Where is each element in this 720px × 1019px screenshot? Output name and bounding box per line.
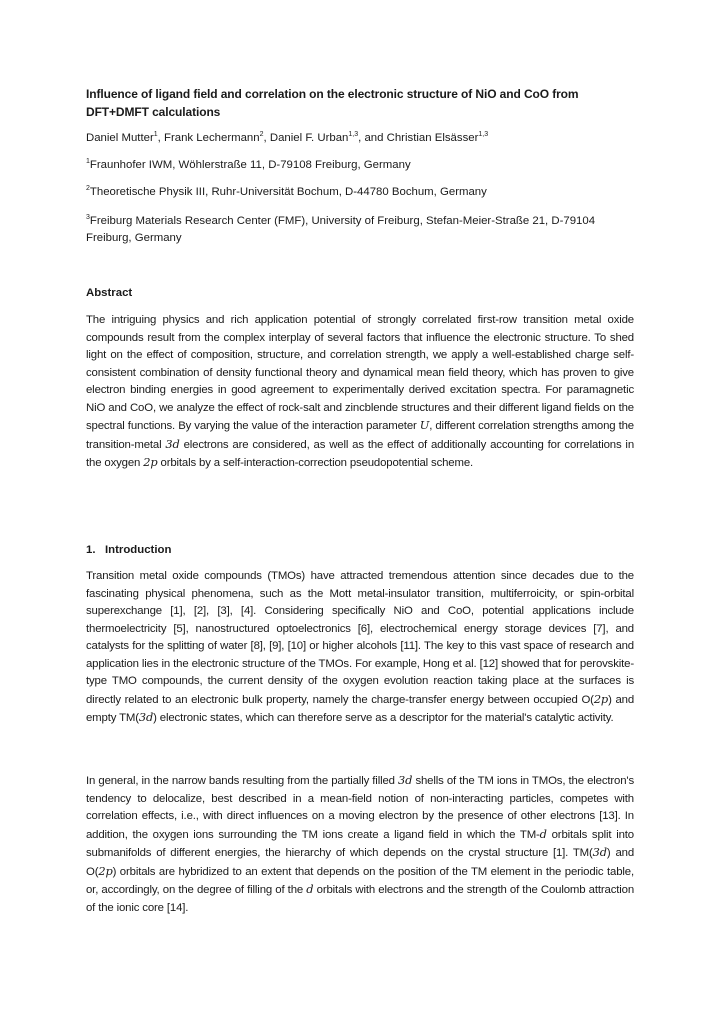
author-affiliation-mark: 1,3 — [478, 131, 489, 139]
author-affiliation-mark: 2 — [259, 131, 264, 139]
affiliation-text: Fraunhofer IWM, Wöhlerstraße 11, D-79108 Freiburg, Germany — [89, 159, 411, 171]
abstract-text — [86, 312, 634, 473]
math-symbol: 2p — [143, 455, 158, 469]
math-symbol: 3d — [138, 710, 154, 724]
affiliation — [86, 184, 634, 201]
author-separator: , — [263, 132, 270, 144]
author-affiliation-mark: 1,3 — [348, 131, 359, 139]
math-symbol: 2p — [593, 691, 609, 706]
affiliation-text: Theoretische Physik III, Ruhr-Universität Bochum, D-44780 Bochum, Germany — [89, 186, 487, 198]
section-heading — [86, 543, 634, 557]
affiliation-mark: 1 — [86, 158, 90, 166]
text-run: orbitals by a self-interaction-correction pseudopotential scheme. — [157, 457, 474, 469]
paragraph — [86, 568, 634, 728]
math-symbol: 3d — [165, 436, 180, 451]
affiliation-mark: 2 — [86, 185, 90, 193]
author-name: Frank Lechermann — [164, 132, 260, 144]
paper-title: Influence of ligand field and correlation on the electronic structure of NiO and CoO from DFT+DMFT calculations — [86, 87, 579, 119]
author-name: Christian Elsässer — [386, 132, 479, 144]
math-symbol: 2p — [98, 863, 113, 878]
affiliation-text: Freiburg Materials Research Center (FMF), University of Freiburg, Stefan-Meier-Straße 21, D-79104 Freiburg, Germany — [86, 215, 596, 244]
math-symbol: 3d — [398, 773, 413, 787]
text-run: Transition metal oxide compounds (TMOs) have attracted tremendous attention since decades due to the fascinating physical phenomena, such as the Mott metal-insulator transition, multiferroicity, or spin-orbital superexchange [1], [2], [3], [4]. Considering specifically NiO and CoO, potential applications include thermoelectricity [5], nanostructured optoelectronics [6], electrochemical energy storage devices [7], and catalysts for the splitting of water [8], [9], [10] or higher alcohols [11]. The key to this vast space of research and application lies in the electronic structure of the TMOs. For example, Hong et al. [12] showed that for perovskite-type TMO compounds, the current density of the oxygen evolution reaction taking place at the surfaces is directly related to an electronic bulk property, namely the charge-transfer energy between occupied O( — [86, 570, 634, 706]
abstract-heading: Abstract — [86, 287, 133, 299]
math-symbol: U — [419, 418, 430, 432]
author-separator: , — [157, 132, 164, 144]
paragraph — [86, 772, 634, 917]
math-symbol: 3d — [592, 845, 607, 859]
author-affiliation-mark: 1 — [153, 131, 158, 139]
text-run: , different correlation strengths among the transition-metal — [86, 420, 634, 451]
text-run: electrons are considered, as well as the effect of additionally accounting for correlations in the oxygen — [86, 438, 634, 469]
text-run: ) and O( — [86, 847, 634, 878]
text-run: ) electronic states, which can therefore serve as a descriptor for the material's catalytic activity. — [153, 712, 614, 724]
text-run: The intriguing physics and rich application potential of strongly correlated first-row transition metal oxide compounds result from the complex interplay of several factors that influence the electronic structure. To shed light on the effect of composition, structure, and correlation strength, we apply a well-established charge self-consistent combination of density functional theory and dynamical mean field theory, which has proven to give electron binding energies in good agreement to experimentally derived excitation spectra. For paramagnetic NiO and CoO, we analyze the effect of rock-salt and zincblende structures and their different ligand fields on the spectral functions. By varying the value of the interaction parameter — [86, 314, 634, 432]
author-list — [86, 131, 634, 145]
text-run: In general, in the narrow bands resulting from the partially filled — [86, 775, 399, 787]
affiliation — [86, 213, 634, 247]
text-run: shells of the TM ions in TMOs, the electron's tendency to delocalize, best described in a mean-field notion of non-interacting particles, competes with correlation effects, i.e., with direct influences on a moving electron by the presence of other electrons [13]. In addition, the oxygen ions surrounding the TM ions create a ligand field in which the TM- — [86, 775, 634, 841]
affiliation-mark: 3 — [86, 214, 90, 222]
author-separator: , and — [358, 132, 387, 144]
section-number: 1. — [86, 544, 96, 556]
math-symbol: d — [539, 826, 547, 841]
text-run: orbitals with electrons and the strength of the Coulomb attraction of the ionic core [14]. — [86, 884, 635, 914]
math-symbol: d — [306, 882, 314, 896]
section-title: Introduction — [105, 544, 172, 556]
author-name: Daniel F. Urban — [269, 132, 349, 144]
affiliation — [86, 157, 634, 174]
text-run: orbitals split into submanifolds of different energies, the hierarchy of which depends on the crystal structure [1]. TM( — [86, 828, 634, 859]
text-run: ) and empty TM( — [86, 693, 634, 724]
author-name: Daniel Mutter — [86, 132, 154, 144]
text-run: ) orbitals are hybridized to an extent that depends on the position of the TM element in the periodic table, or, accordingly, on the degree of filling of the — [86, 865, 634, 896]
